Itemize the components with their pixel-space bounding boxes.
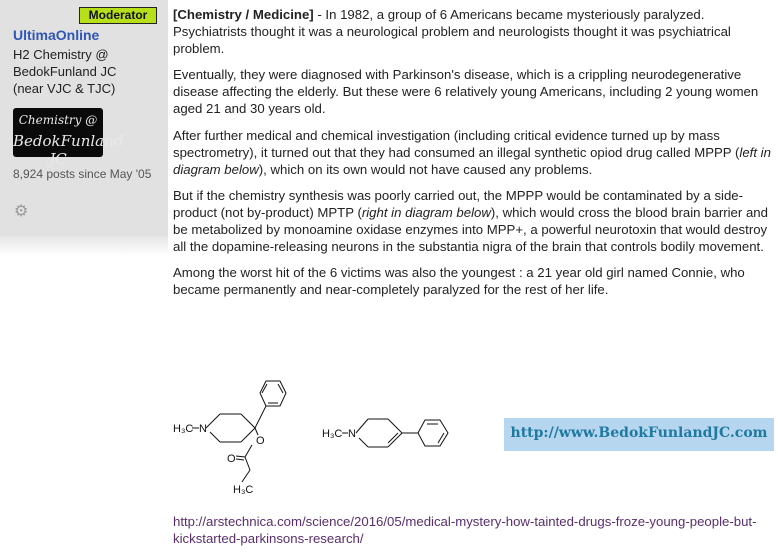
paragraph-text: ), which would cross the blood brain barrier and be metabolized by monoamine oxidase enzymes into MPP+, a powerful neurotoxin that would destroy all the dopamine-releasing neurons in the substantia nigra of the brain that controls bodily movement. <box>173 204 768 255</box>
avatar[interactable] <box>13 108 124 168</box>
post-body <box>173 6 771 307</box>
topic-tag: [Chemistry / Medicine] <box>173 7 314 22</box>
post-paragraph <box>173 127 771 178</box>
source-link[interactable]: http://arstechnica.com/science/2016/05/medical-mystery-how-tainted-drugs-froze-young-people-but-kickstarted-parkinsons-research/ <box>173 514 757 546</box>
user-title-line: H2 Chemistry @ <box>13 47 109 62</box>
avatar-text: BedokFunland JC <box>13 132 124 168</box>
user-info-panel-fade <box>0 236 168 256</box>
paragraph-emphasis: left in diagram below <box>173 144 771 177</box>
post-paragraph: Among the worst hit of the 6 victims was also the youngest : a 21 year old girl named Connie, who became permanently and near-completely paralyzed for the rest of her life. <box>173 265 745 298</box>
user-title-line: (near VJC & TJC) <box>13 81 116 96</box>
mptp-structure <box>322 419 448 447</box>
watermark-banner <box>504 418 774 451</box>
post-paragraph: Eventually, they were diagnosed with Parkinson's disease, which is a crippling neurodegenerative disease affecting the elderly. But these were 6 relatively young Americans, including 2 young women aged 21 and 30 years old. <box>173 67 759 117</box>
methyl-label: H₃C <box>322 428 343 440</box>
post-paragraph <box>173 6 771 57</box>
mppp-structure <box>173 381 286 496</box>
watermark-text: http://www.BedokFunlandJC.com <box>510 425 768 441</box>
paragraph-emphasis: right in diagram below <box>361 204 491 220</box>
user-title <box>13 46 163 97</box>
nitrogen-label: N <box>199 423 207 435</box>
methyl-label: H₃C <box>173 423 194 435</box>
moderator-badge: Moderator <box>79 7 157 24</box>
paragraph-text: But if the chemistry synthesis was poorly carried out, the MPPP would be contaminated by a side-product (not by-product) MPTP ( <box>173 187 744 220</box>
gear-icon[interactable]: ⚙ <box>14 203 29 220</box>
username-link[interactable]: UltimaOnline <box>13 27 100 43</box>
terminal-methyl-label: H₃C <box>233 484 254 496</box>
paragraph-text: After further medical and chemical investigation (including critical evidence turned up by mass spectrometry), it turned out that they had consumed an illegal synthetic opiod drug called MPPP ( <box>173 127 740 160</box>
avatar-text: Chemistry @ <box>18 113 98 127</box>
paragraph-text: - In 1982, a group of 6 Americans became mysteriously paralyzed. Psychiatrists thought it was a neurological problem and neurologists thought it was psychiatrical problem. <box>173 7 731 57</box>
nitrogen-label: N <box>348 428 356 440</box>
user-title-line: BedokFunland JC <box>13 64 117 79</box>
paragraph-text: ), which on its own would not have caused any problems. <box>258 161 593 177</box>
post-paragraph <box>173 187 771 255</box>
post-count: 8,924 posts since May '05 <box>13 167 152 181</box>
chemical-structures-diagram <box>170 372 490 502</box>
carbonyl-oxygen-label: O <box>227 453 236 465</box>
oxygen-label: O <box>256 435 265 447</box>
